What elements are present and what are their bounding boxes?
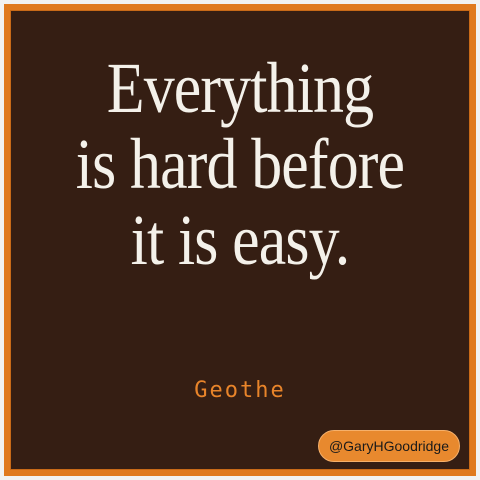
quote-author: Geothe	[194, 378, 286, 403]
quote-line: it is easy.	[130, 200, 350, 280]
quote-line: is hard before	[75, 124, 405, 204]
social-handle-badge: @GaryHGoodridge	[318, 430, 460, 462]
quote-frame	[4, 4, 476, 476]
quote-text	[42, 50, 438, 278]
quote-line: Everything	[106, 48, 374, 128]
